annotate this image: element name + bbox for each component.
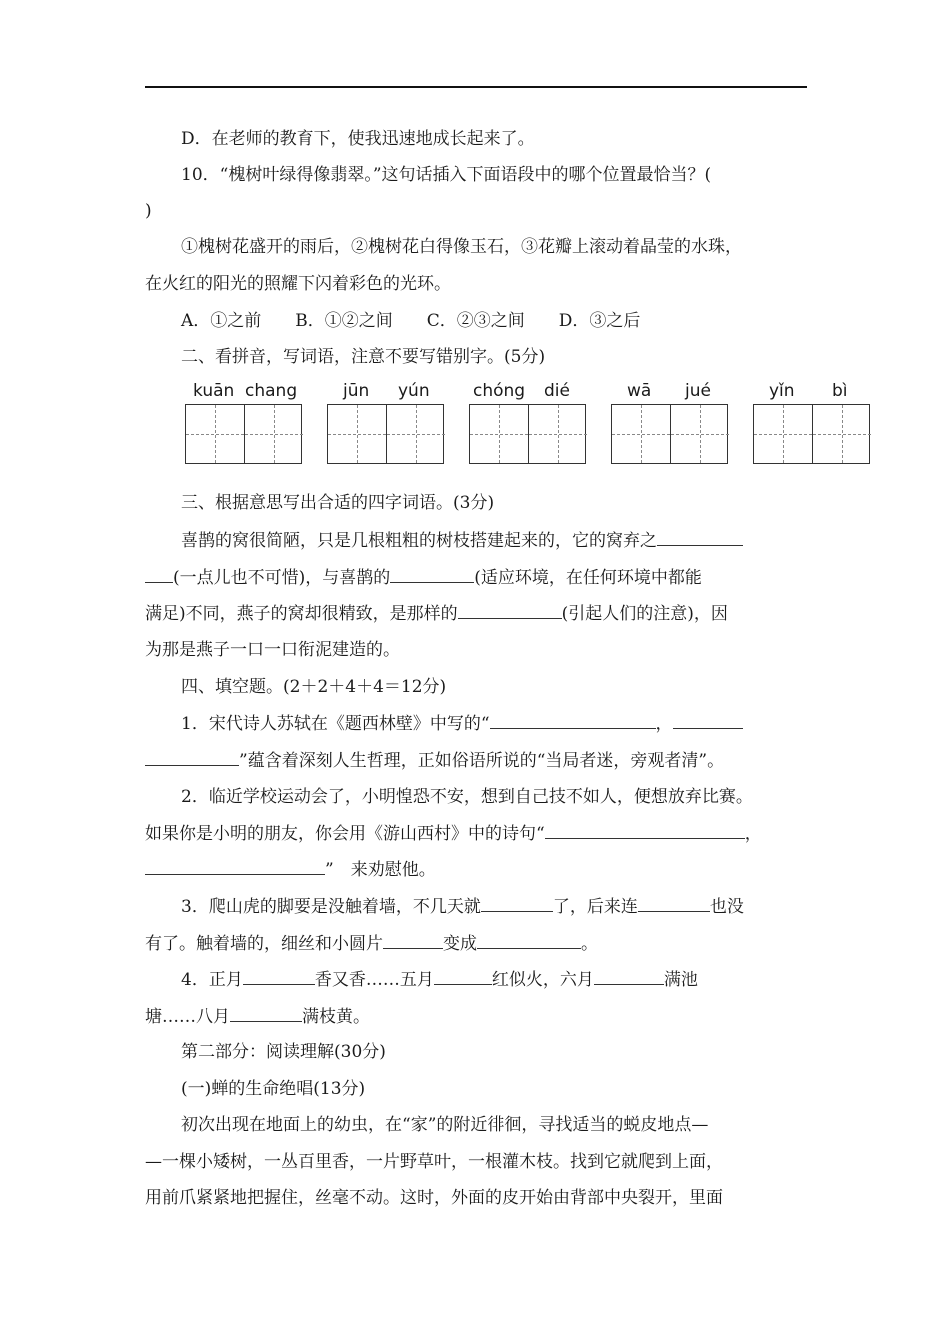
writing-grid[interactable] — [185, 404, 302, 464]
answer-blank[interactable] — [481, 895, 553, 912]
header-rule — [145, 86, 807, 88]
option-d: D．在老师的教育下，使我迅速地成长起来了。 — [181, 129, 535, 149]
passage-line: (一点儿也不可惜)，与喜鹊的 (适应环境，在任何环境中都能 — [145, 566, 702, 589]
writing-grid[interactable] — [327, 404, 444, 464]
answer-blank[interactable] — [638, 895, 710, 912]
question-10-paren: ) — [145, 201, 152, 221]
answer-blank[interactable] — [545, 822, 745, 839]
question-line: ” 来劝慰他。 — [145, 858, 436, 881]
answer-blank[interactable] — [243, 968, 315, 985]
pinyin-label: chóng — [473, 381, 526, 401]
reading-line: —一棵小矮树，一丛百里香，一片野草叶，一根灌木枝。找到它就爬到上面， — [145, 1152, 723, 1172]
writing-grid[interactable] — [611, 404, 728, 464]
answer-blank[interactable] — [390, 566, 474, 583]
passage-line: 为那是燕子一口一口衔泥建造的。 — [145, 640, 400, 660]
passage-line: 喜鹊的窝很简陋，只是几根粗粗的树枝搭建起来的，它的窝弃之 — [181, 529, 743, 552]
pinyin-label: yǐn — [769, 381, 795, 401]
answer-blank[interactable] — [145, 566, 173, 583]
passage-line: 满足)不同，燕子的窝却很精致，是那样的 (引起人们的注意)，因 — [145, 604, 728, 624]
answer-blank[interactable] — [458, 602, 562, 619]
answer-blank[interactable] — [145, 858, 325, 875]
section-2-heading: 二、看拼音，写词语，注意不要写错别字。(5分) — [181, 347, 546, 367]
question-line: 2．临近学校运动会了，小明惶恐不安，想到自己技不如人，便想放弃比赛。 — [181, 787, 753, 807]
answer-blank[interactable] — [490, 712, 656, 729]
question-line: 3．爬山虎的脚要是没触着墙，不几天就 了，后来连 也没 — [181, 897, 744, 917]
question-10: 10．“槐树叶绿得像翡翠。”这句话插入下面语段中的哪个位置最恰当？( — [181, 165, 712, 185]
answer-blank[interactable] — [594, 968, 664, 985]
answer-blank[interactable] — [657, 529, 743, 546]
question-line: 如果你是小明的朋友，你会用《游山西村》中的诗句“ ， — [145, 824, 762, 844]
section-3-heading: 三、根据意思写出合适的四字词语。(3分) — [181, 493, 495, 513]
pinyin-label: chang — [245, 381, 298, 401]
question-line: 塘……八月 满枝黄。 — [145, 1007, 370, 1027]
writing-grid[interactable] — [469, 404, 586, 464]
reading-line: 初次出现在地面上的幼虫，在“家”的附近徘徊，寻找适当的蜕皮地点— — [181, 1115, 709, 1135]
reading-line: 用前爪紧紧地把握住，丝毫不动。这时，外面的皮开始由背部中央裂开，里面 — [145, 1188, 723, 1208]
question-line: 有了。触着墙的，细丝和小圆片 变成 。 — [145, 934, 598, 954]
pinyin-label: yún — [398, 381, 430, 401]
section-4-heading: 四、填空题。(2＋2＋4＋4＝12分) — [181, 677, 447, 697]
part-2-heading: 第二部分：阅读理解(30分) — [181, 1042, 386, 1062]
answer-blank[interactable] — [383, 932, 443, 949]
pinyin-label: dié — [544, 381, 570, 401]
question-line: 4．正月 香又香……五月 红似火，六月 满池 — [181, 970, 698, 990]
question-line: 1．宋代诗人苏轼在《题西林壁》中写的“ ， — [181, 712, 743, 735]
passage-line: 在火红的阳光的照耀下闪着彩色的光环。 — [145, 274, 451, 294]
pinyin-label: wā — [627, 381, 652, 401]
answer-blank[interactable] — [673, 712, 743, 729]
answer-blank[interactable] — [434, 968, 492, 985]
pinyin-label: jué — [685, 381, 711, 401]
answer-options: A．①之前 B．①②之间 C．②③之间 D．③之后 — [181, 311, 641, 331]
answer-blank[interactable] — [477, 932, 581, 949]
pinyin-label: bì — [832, 381, 848, 401]
passage-line: ①槐树花盛开的雨后，②槐树花白得像玉石，③花瓣上滚动着晶莹的水珠， — [181, 237, 742, 257]
pinyin-label: jūn — [343, 381, 370, 401]
pinyin-label: kuān — [193, 381, 235, 401]
writing-grid[interactable] — [753, 404, 870, 464]
question-line: ”蕴含着深刻人生哲理，正如俗语所说的“当局者迷，旁观者清”。 — [145, 749, 724, 772]
answer-blank[interactable] — [230, 1005, 302, 1022]
reading-title: (一)蝉的生命绝唱(13分) — [181, 1079, 366, 1099]
answer-blank[interactable] — [145, 749, 239, 766]
